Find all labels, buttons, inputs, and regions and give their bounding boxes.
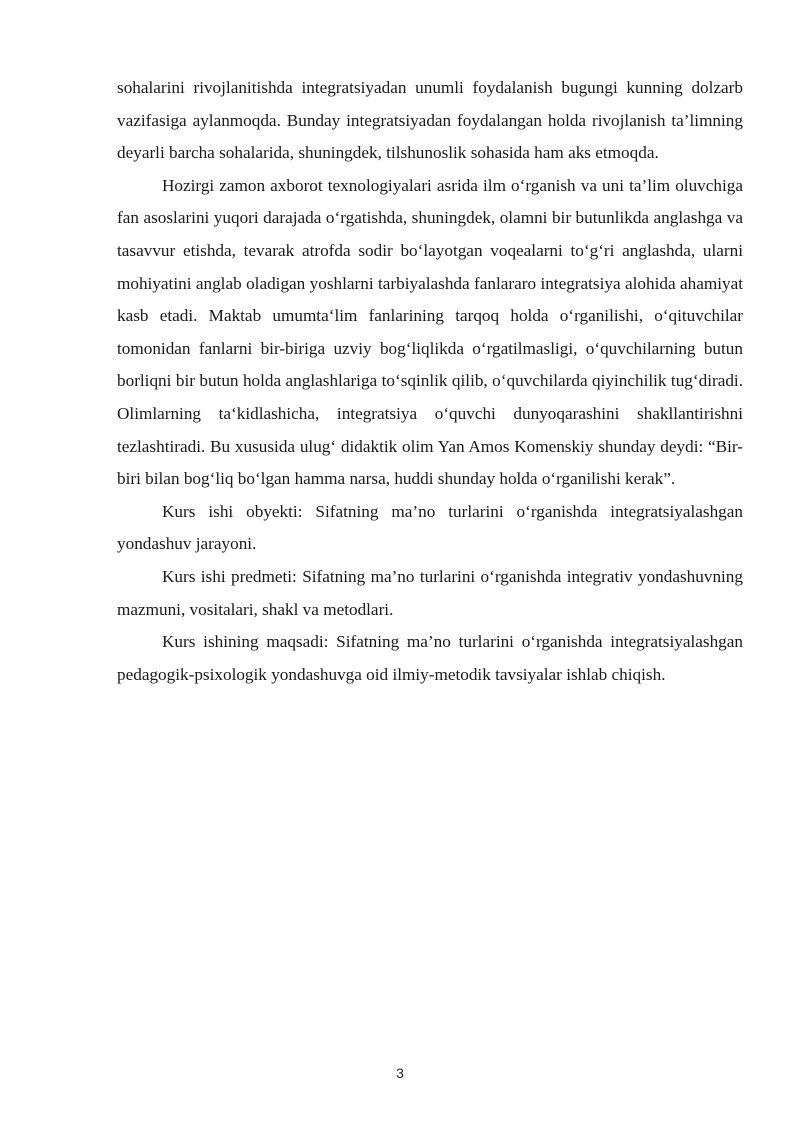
paragraph-intro-continuation: sohalarini rivojlanitishda integratsiyadan unumli foydalanish bugungi kunning dolzarb vazifasiga aylanmoqda. Bunday integratsiyadan foydalangan holda rivojlanish ta’limning deyarli barcha sohalarida, shuningdek, tilshunoslik sohasida ham aks etmoqda. (117, 78, 743, 163)
page-number: 3 (396, 1065, 404, 1081)
paragraph-research-subject: Kurs ishi predmeti: Sifatning ma’no turlarini o‘rganishda integrativ yondashuvning mazmuni, vositalari, shakl va metodlari. (117, 566, 743, 619)
page-body (117, 72, 743, 691)
paragraph-research-goal: Kurs ishining maqsadi: Sifatning ma’no turlarini o‘rganishda integratsiyalashgan pedagogik-psixologik yondashuvga oid ilmiy-metodik tavsiyalar ishlab chiqish. (117, 632, 743, 684)
paragraph-integration-importance: Hozirgi zamon axborot texnologiyalari asrida ilm o‘rganish va uni ta’lim oluvchiga fan asoslarini yuqori darajada o‘rgatishda, shuningdek, olamni bir butunlikda anglashga va tasavvur etishda, tevarak atrofda sodir bo‘layotgan voqealarni to‘g‘ri anglashda, ularni mohiyatini anglab oladigan yoshlarni tarbiyalashda fanlararo integratsiya alohida ahamiyat kasb etadi. Maktab umumta‘lim fanlarining tarqoq holda o‘rganilishi, o‘qituvchilar tomonidan fanlarni bir-biriga uzviy bog‘liqlikda o‘rgatilmasligi, o‘quvchilarning butun borliqni bir butun holda anglashlariga to‘sqinlik qilib, o‘quvchilarda qiyinchilik tug‘diradi. Olimlarning ta‘kidlashicha, integratsiya o‘quvchi dunyoqarashini shakllantirishni tezlashtiradi. Bu xususida ulug‘ didaktik olim Yan Amos Komenskiy shunday deydi: “Bir-biri bilan bog‘liq bo‘lgan hamma narsa, huddi shunday holda o‘rganilishi kerak”. (117, 175, 743, 489)
paragraph-research-object: Kurs ishi obyekti: Sifatning ma’no turlarini o‘rganishda integratsiyalashgan yondashuv jarayoni. (117, 501, 743, 554)
